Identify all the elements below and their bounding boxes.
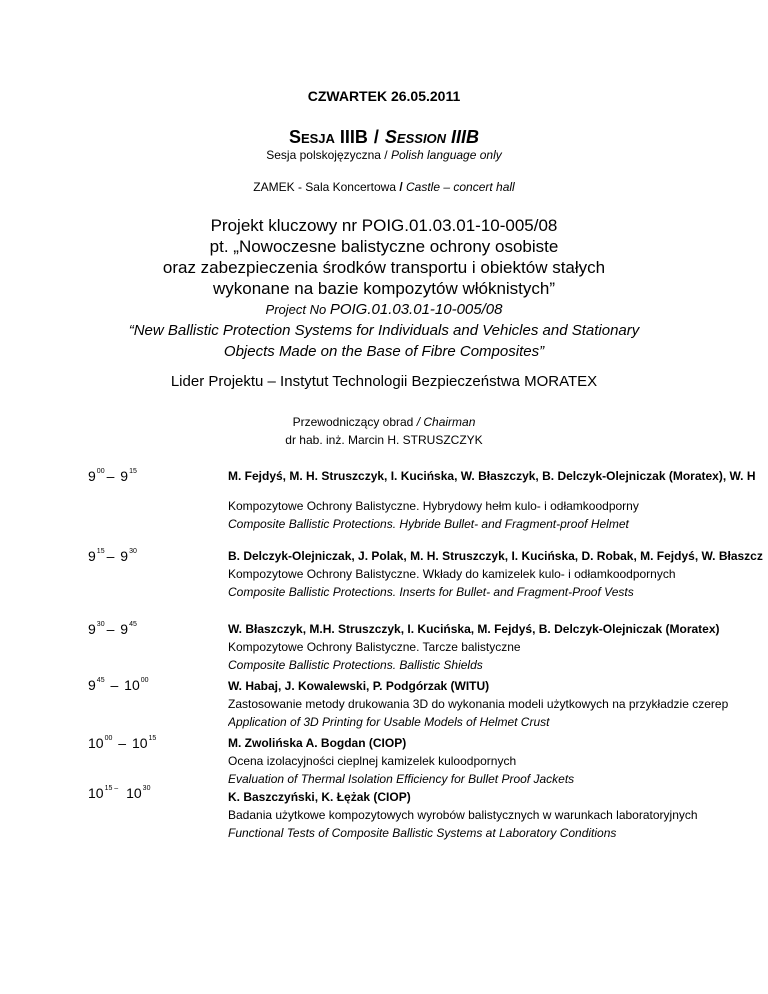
project-pl-line: oraz zabezpieczenia środków transportu i obiektów stałych [162, 258, 606, 277]
time-slot: $9^{30} - 9^{45}$ [88, 621, 137, 637]
entry-title-en: Application of 3D Printing for Usable Models of Helmet Crust [228, 715, 550, 729]
language-pl: Sesja polskojęzyczna / [266, 148, 391, 162]
session-date: CZWARTEK 26.05.2011 [307, 88, 461, 104]
entry-authors: B. Delczyk-Olejniczak, J. Polak, M. H. Struszczyk, I. Kucińska, D. Robak, M. Fejdyś, W. Błaszcz [228, 549, 763, 563]
schedule-entry [228, 677, 768, 731]
entry-title-en: Composite Ballistic Protections. Hybride Bullet- and Fragment-proof Helmet [228, 517, 629, 531]
project-en-number: POIG.01.03.01-10-005/08 [329, 301, 503, 318]
project-title-pl [0, 215, 768, 299]
schedule-entry [228, 547, 768, 601]
session-venue [0, 180, 768, 194]
time-slot: $10^{00} - 10^{15}$ [88, 735, 157, 751]
venue-slash: / [399, 180, 403, 194]
schedule-entry [228, 734, 768, 842]
language-en: Polish language only [390, 148, 502, 162]
project-en-line: “New Ballistic Protection Systems for Individuals and Vehicles and Stationary [128, 322, 640, 339]
time-slot: $9^{15} - 9^{30}$ [88, 548, 137, 564]
session-title-pl: Sesja IIIB [288, 127, 368, 147]
schedule-entry [228, 467, 768, 533]
time-slot: $10^{15 -}$ $10^{30}$ [88, 785, 151, 801]
project-pl-line: wykonane na bazie kompozytów włóknistych” [212, 279, 556, 298]
entry-title-pl: Zastosowanie metody drukowania 3D do wykonania modeli użytkowych na przykładzie czerep [228, 697, 729, 711]
project-leader: Lider Projektu – Instytut Technologii Bezpieczeństwa MORATEX [170, 373, 598, 390]
entry-title-pl: Ocena izolacyjności cieplnej kamizelek kuloodpornych [228, 754, 517, 768]
project-title-en [0, 299, 768, 362]
entry-title-en: Functional Tests of Composite Ballistic Systems at Laboratory Conditions [228, 826, 617, 840]
session-title [0, 127, 768, 148]
entry-title-pl: Kompozytowe Ochrony Balistyczne. Wkłady do kamizelek kulo- i odłamkoodpornych [228, 567, 676, 581]
session-language [0, 148, 768, 162]
entry-authors: K. Baszczyński, K. Łężak (CIOP) [228, 790, 411, 804]
entry-authors: W. Błaszczyk, M.H. Struszczyk, I. Kucińska, M. Fejdyś, B. Delczyk-Olejniczak (Moratex) [228, 622, 720, 636]
chairman-label [0, 413, 768, 431]
project-en-number-line [0, 299, 768, 320]
chairman-label-en: / Chairman [416, 415, 476, 429]
chairman-block [0, 413, 768, 449]
project-pl-line: pt. „Nowoczesne balistyczne ochrony osobiste [209, 237, 559, 256]
entry-title-pl: Kompozytowe Ochrony Balistyczne. Tarcze balistyczne [228, 640, 521, 654]
entry-authors: M. Zwolińska A. Bogdan (CIOP) [228, 736, 407, 750]
session-title-en: Session IIIB [384, 127, 480, 147]
entry-authors: M. Fejdyś, M. H. Struszczyk, I. Kucińska, W. Błaszczyk, B. Delczyk-Olejniczak (Moratex), W. H [228, 469, 756, 483]
chairman-label-pl: Przewodniczący obrad [292, 415, 417, 429]
venue-pl: ZAMEK - Sala Koncertowa [253, 180, 400, 194]
time-slot: $9^{00} - 9^{15}$ [88, 468, 137, 484]
project-pl-line: Projekt kluczowy nr POIG.01.03.01-10-005/08 [210, 216, 558, 235]
project-en-line: Objects Made on the Base of Fibre Composites” [223, 343, 545, 360]
venue-en: Castle – concert hall [402, 180, 515, 194]
entry-title-en: Composite Ballistic Protections. Inserts for Bullet- and Fragment-Proof Vests [228, 585, 634, 599]
entry-authors: W. Habaj, J. Kowalewski, P. Podgórzak (WITU) [228, 679, 490, 693]
entry-title-en: Composite Ballistic Protections. Ballistic Shields [228, 658, 483, 672]
entry-title-pl: Kompozytowe Ochrony Balistyczne. Hybrydowy hełm kulo- i odłamkoodporny [228, 499, 639, 513]
entry-title-en: Evaluation of Thermal Isolation Efficiency for Bullet Proof Jackets [228, 772, 575, 786]
entry-title-pl: Badania użytkowe kompozytowych wyrobów balistycznych w warunkach laboratoryjnych [228, 808, 698, 822]
chairman-name: dr hab. inż. Marcin H. STRUSZCZYK [285, 433, 483, 447]
session-title-slash: / [373, 127, 379, 147]
schedule-entry [228, 620, 768, 674]
time-slot: $9^{45} - 10^{00}$ [88, 677, 149, 693]
project-en-prefix: Project No [265, 302, 330, 317]
